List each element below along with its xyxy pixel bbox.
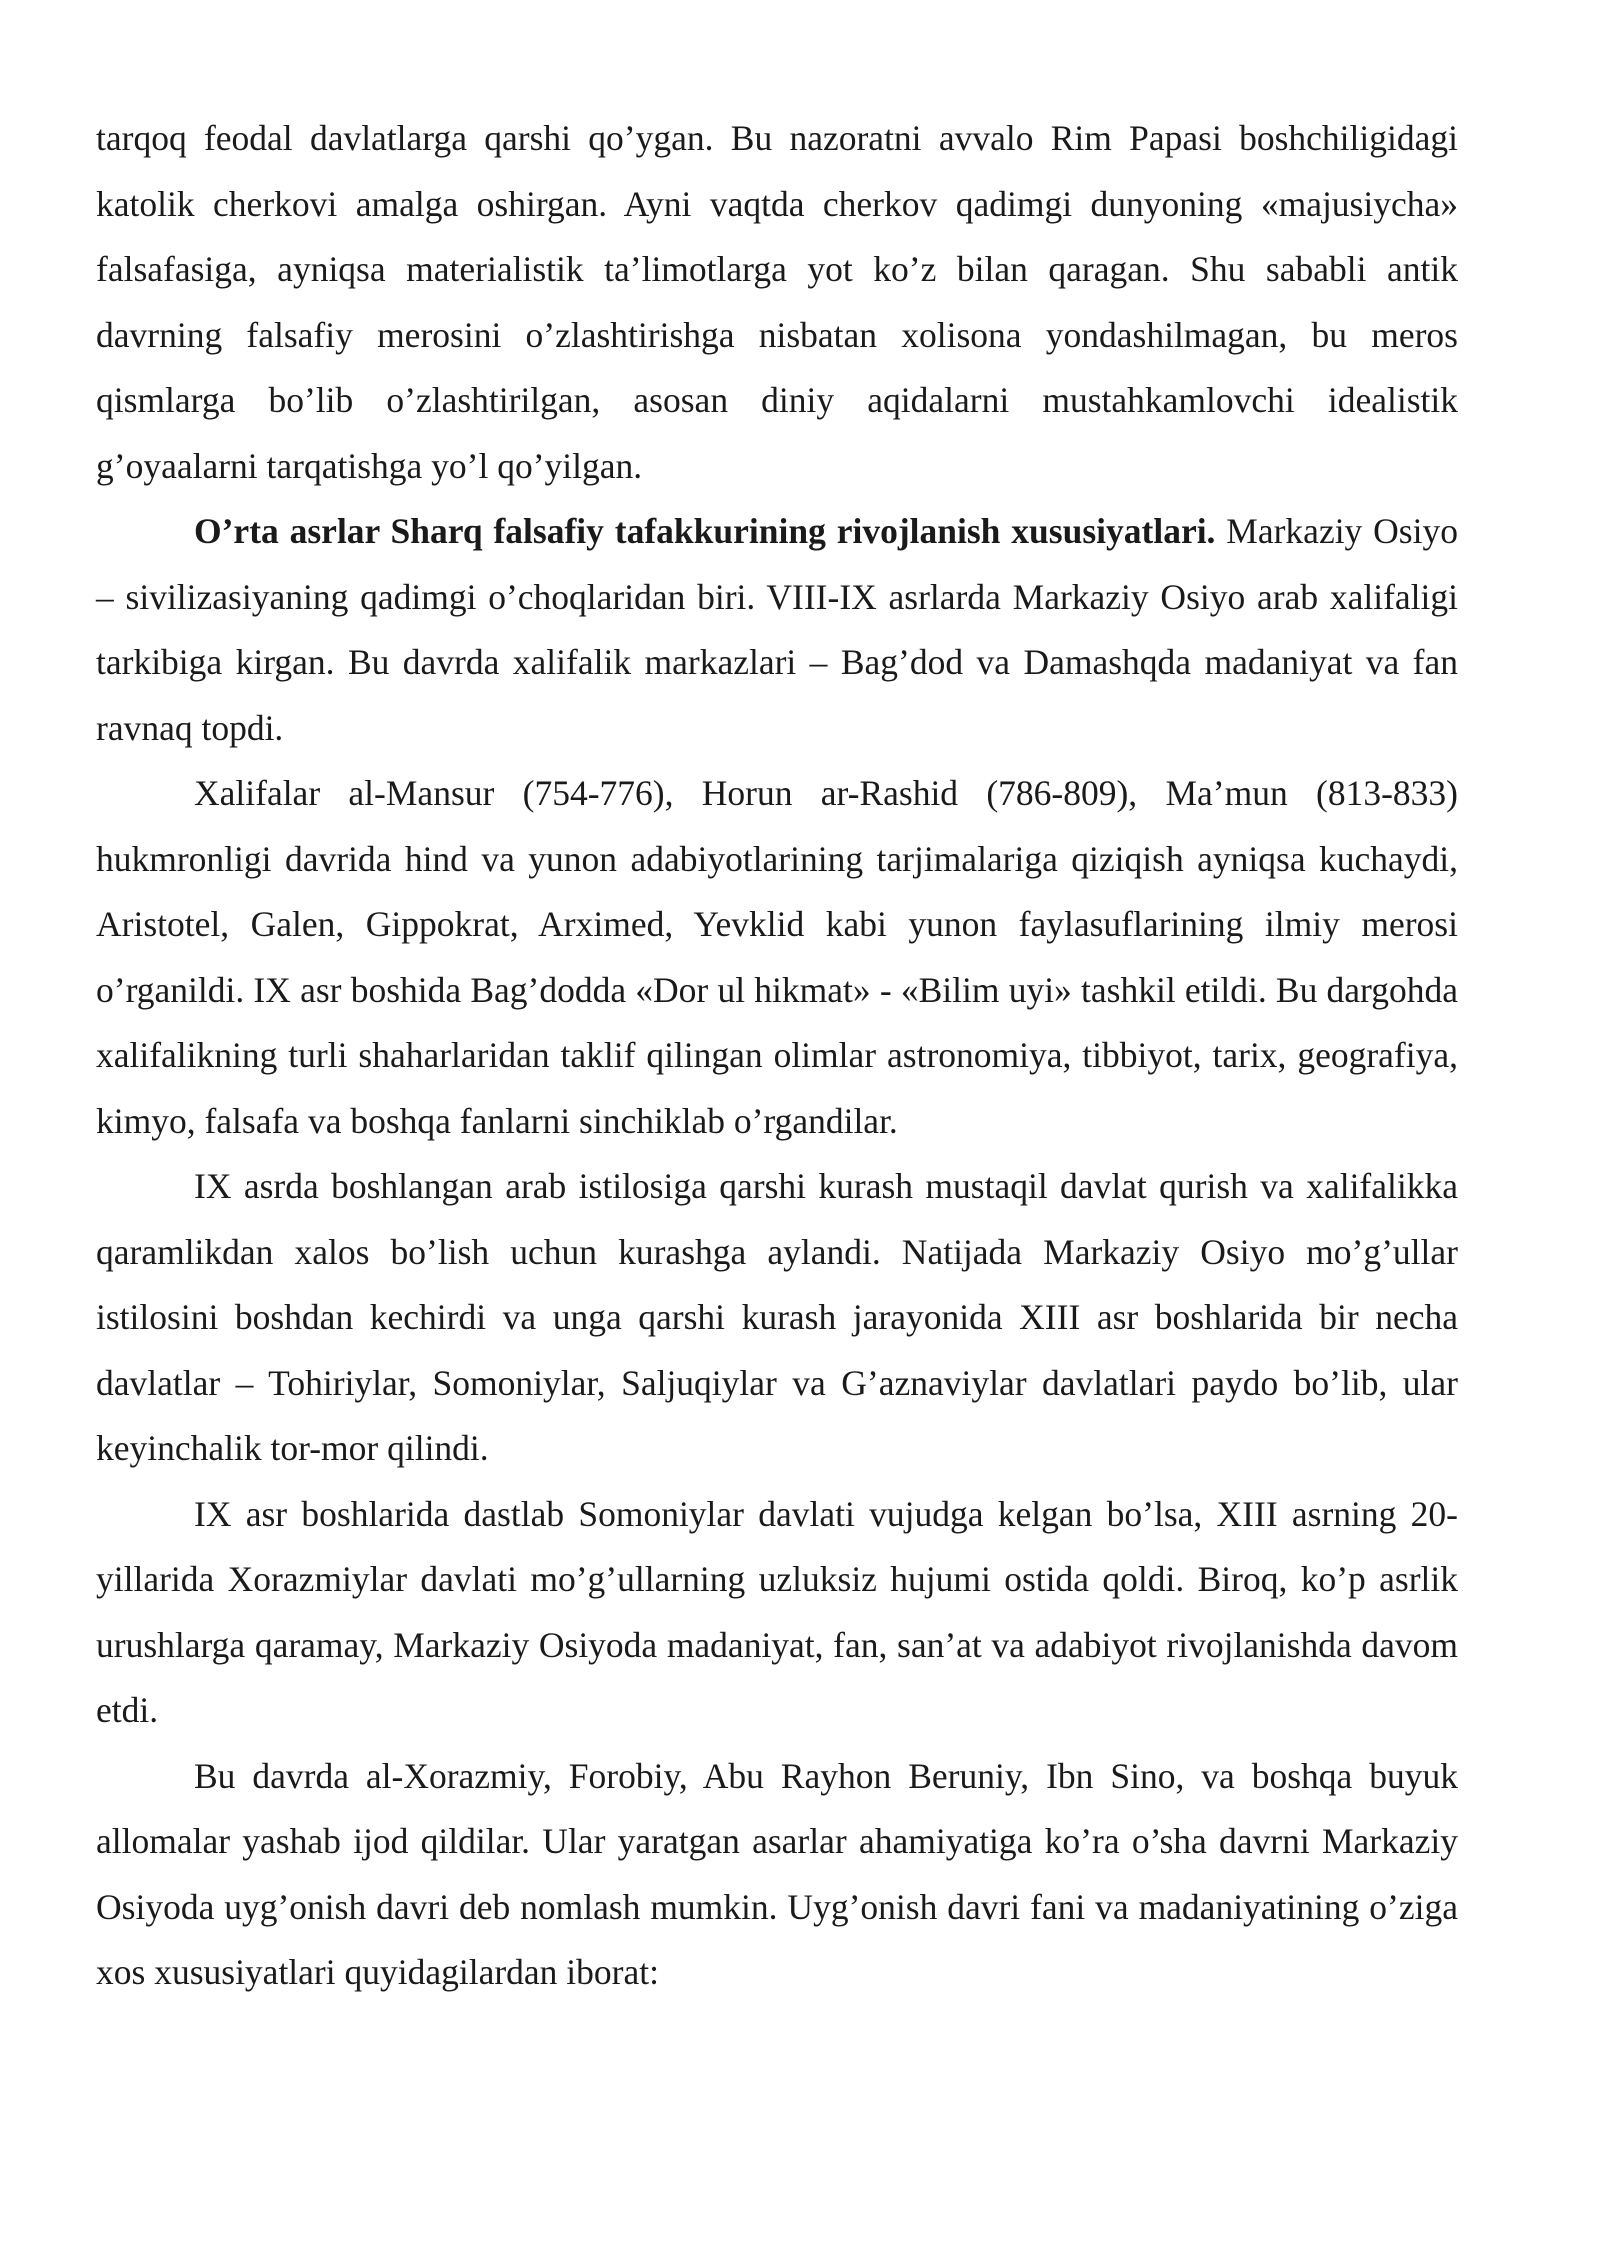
paragraph-4: IX asrda boshlangan arab istilosiga qarshi kurash mustaqil davlat qurish va xalifalikka qaramlikdan xalos bo’lish uchun kurashga aylandi. Natijada Markaziy Osiyo mo’g’ullar istilosini boshdan kechirdi va unga qarshi kurash jarayonida XIII asr boshlarida bir necha davlatlar – Tohiriylar, Somoniylar, Saljuqiylar va G’aznaviylar davlatlari paydo bo’lib, ular keyinchalik tor-mor qilindi. [96, 1166, 1458, 1468]
paragraph-3: Xalifalar al-Mansur (754-776), Horun ar-Rashid (786-809), Ma’mun (813-833) hukmronligi davrida hind va yunon adabiyotlarining tarjimalariga qiziqish ayniqsa kuchaydi, Aristotel, Galen, Gippokrat, Arximed, Yevklid kabi yunon faylasuflarining ilmiy merosi o’rganildi. IX asr boshida Bag’dodda «Dor ul hikmat» - «Bilim uyi» tashkil etildi. Bu dargohda xalifalikning turli shaharlaridan taklif qilingan olimlar astronomiya, tibbiyot, tarix, geografiya, kimyo, falsafa va boshqa fanlarni sinchiklab o’rgandilar. [96, 773, 1458, 1141]
paragraph-5: IX asr boshlarida dastlab Somoniylar davlati vujudga kelgan bo’lsa, XIII asrning 20-yillarida Xorazmiylar davlati mo’g’ullarning uzluksiz hujumi ostida qoldi. Biroq, ko’p asrlik urushlarga qaramay, Markaziy Osiyoda madaniyat, fan, san’at va adabiyot rivojlanishda davom etdi. [96, 1493, 1458, 1730]
paragraph-6: Bu davrda al-Xorazmiy, Forobiy, Abu Rayhon Beruniy, Ibn Sino, va boshqa buyuk allomalar yashab ijod qildilar. Ular yaratgan asarlar ahamiyatiga ko’ra o’sha davrni Markaziy Osiyoda uyg’onish davri deb nomlash mumkin. Uyg’onish davri fani va madaniyatining o’ziga xos xususiyatlari quyidagilardan iborat: [96, 1755, 1458, 1992]
section-heading: O’rta asrlar Sharq falsafiy tafakkurining rivojlanish xususiyatlari. [194, 511, 1216, 551]
paragraph-1: tarqoq feodal davlatlarga qarshi qo’ygan. Bu nazoratni avvalo Rim Papasi boshchiligidagi katolik cherkovi amalga oshirgan. Ayni vaqtda cherkov qadimgi dunyoning «majusiycha» falsafasiga, ayniqsa materialistik ta’limotlarga yot ko’z bilan qaragan. Shu sababli antik davrning falsafiy merosini o’zlashtirishga nisbatan xolisona yondashilmagan, bu meros qismlarga bo’lib o’zlashtirilgan, asosan diniy aqidalarni mustahkamlovchi idealistik g’oyaalarni tarqatishga yo’l qo’yilgan. [96, 118, 1458, 486]
paragraph-2-body: Markaziy Osiyo – sivilizasiyaning qadimgi o’choqlaridan biri. VIII-IX asrlarda Markaziy Osiyo arab xalifaligi tarkibiga kirgan. Bu davrda xalifalik markazlari – Bag’dod va Damashqda madaniyat va fan ravnaq topdi. [96, 511, 1458, 748]
paragraph-2 [96, 499, 1458, 761]
document-page [96, 106, 1458, 2006]
